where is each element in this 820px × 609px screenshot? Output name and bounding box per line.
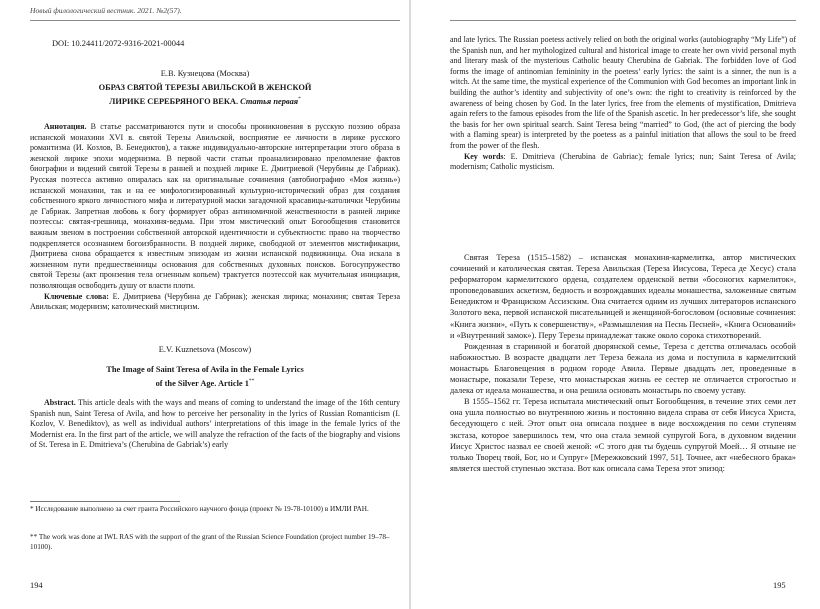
keywords-en-text: : E. Dmitrieva (Cherubina de Gabriac); female lyrics; nun; Saint Teresa of Avila; modernism; Catholic mysticism. [450,151,796,172]
footnote-2: ** The work was done at IWL RAS with the support of the grant of the Russian Science Foundation (project number 19–78–10100). [30,533,390,551]
footnote-1: * Исследование выполнено за счет гранта Российского научного фонда (проект № 19-78-10100) в ИМЛИ РАН. [30,505,369,513]
abstract-ru-paragraph [30,122,400,292]
doi: DOI: 10.24411/2072-9316-2021-00044 [52,39,185,48]
abstract-ru-text: В статье рассматриваются пути и способы проникновения в русскую поэзию образа испанской монахини XVI в. святой Терезы Авильской, восприятие ее личности в лирике русского романтизма (И. Козлов, В. Бенедиктов), а также индивидуально-авторские интерпретации этого образа в женской лирике эпохи модернизма. В первой части статьи проанализировано преломление фактов биографии и видений святой Терезы в ранней и поздней лирике Е. Дмитриевой (Черубины де Габриак). Русская поэтесса активно опиралась как на оригинальные сочинения (автобиографию «Моя жизнь») испанской монахини, так и на ее мифологизированный культурно-исторический образ для создания собственного яркого личностного мифа и литературной маски загадочной красавицы-католички Черубины де Габриак. Запретная любовь к богу формирует образ антиномичной женственности в ранней лирике поэтессы: святая-грешница, монахиня-ведьма. При этом мистический опыт Богообщения становится важным звеном в построении собственной авторской идентичности и субъектности: право на творчество подкрепляется осознанием богоизбранности. В поздней лирике, свободной от элементов мистификации, Дмитриева снова обращается к известным эпизодам из жизни испанской подвижницы. Она искала в жизненном пути предшественницы основания для собственных духовных поисков. Богосупружество святой Терезы (акт пронзения тела огненным копьем) трактуется поэтессой как мучительная инициация, позволяющая освободить душу от власти плоти. [30,122,400,290]
page-number-right: 195 [773,581,786,590]
keywords-ru-text: Е. Дмитриева (Черубина де Габриак); женская лирика; монахиня; святая Тереза Авильская; модернизм; католический мистицизм. [30,291,400,312]
header-rule [30,20,400,21]
title-en-line1: The Image of Saint Teresa of Avila in the Female Lyrics [106,365,304,374]
running-head: Новый филологический вестник. 2021. №2(57). [30,6,182,15]
keywords-en-label: Key words [464,151,504,161]
abstract-en-start [30,398,400,451]
abstract-ru [30,122,400,313]
title-en-line2-text: of the Silver Age. Article 1 [155,378,249,388]
abstract-en-label: Abstract. [44,398,76,407]
title-ru-line1: ОБРАЗ СВЯТОЙ ТЕРЕЗЫ АВИЛЬСКОЙ В ЖЕНСКОЙ [98,83,312,92]
author-en: E.V. Kuznetsova (Moscow) [158,345,252,354]
right-page [410,0,820,609]
body-paragraph-3: В 1555–1562 гг. Тереза испытала мистический опыт Богообщения, в течение этих семи лет она ушла полностью во внутреннюю жизнь и постоянно видела справа от себя Иисуса Христа, беседующего с ней. Этот опыт она описала позднее в виде восхождения по семи ступеням экстаза, которое завершилось тем, что она стала земной супругой Бога, в духовном видении Иисус Христос назвал ее своей женой: «С этого дня ты будешь супругой Моей… Я отныне не только Творец твой, Бог, но и Супруг» [Мережковский 1997, 51]. Точнее, акт «небесного брака» является шестой ступенью экстаза. Вот как описала сама Тереза этот эпизод: [450,397,796,473]
title-ru-line2 [40,94,370,107]
body-paragraph-1: Святая Тереза (1515–1582) – испанская монахиня-кармелитка, автор мистических сочинений и католическая святая. Тереза Авильская (Тереза Иисусова, Тереса де Хесус) стала реформатором кармелитского ордена, создателем орденской ветви «босоногих кармелиток», проповедовавших аскетизм, бедность и возрождавших идеалы монашества, заложенные святым Бенедиктом и Франциском Ассизским. Она считается одним из лучших литераторов испанского Золотого века, первой испанской писательницей и женщиной-богословом (основные сочинения: «Книга жизни», «Путь к совершенству», «Размышления на Песнь Песней», «Книга Оснований» и «Внутренний замок»). Перу Терезы принадлежат также около сорока стихотворений. [450,253,796,340]
body-paragraph-2: Рожденная в старинной и богатой дворянской семье, Тереза с детства отличалась особой набожностью. В возрасте двадцати лет Тереза бежала из дома и поступила в кармелитский монастырь Благовещения в родном городе Авила. Первые двадцать лет, проведенные в монастыре, показали Терезе, что монастырская жизнь ее сестер не отличается строгостью и далека от идеала монашества, и она решила основать монастырь по своему уставу. [450,341,796,396]
abstract-ru-label: Аннотация. [44,122,87,131]
footnote-rule [30,501,180,502]
article-body [450,252,796,474]
abstract-en-text-left: This article deals with the ways and means of coming to understand the image of the 16th century Spanish nun, Saint Teresa of Avila, and how to perceive her personality in the lyrics of Russian Romanticism (I. Kozlov, V. Benediktov), as well as individual authors’ interpretations of this image in the female lyrics of the Modernist era. In the first part of the article, we will analyze the refraction of the facts of the biography and visions of St. Teresa in E. Dmitrieva’s (Cherubina de Gabriak’s) early [30,398,400,450]
header-rule-right [450,20,796,21]
author-ru: Е.В. Кузнецова (Москва) [160,69,250,78]
page-number-left: 194 [30,581,43,590]
title-ru-line2-bold: ЛИРИКЕ СЕРЕБРЯНОГО ВЕКА. [109,96,241,106]
abstract-en-continued [450,35,796,173]
title-en-line2 [40,376,370,389]
keywords-ru-paragraph [30,292,400,313]
title-en-footnote-marker: ** [248,377,255,384]
abstract-en-paragraph [30,398,400,451]
abstract-en-text-right: and late lyrics. The Russian poetess actively relied on both the original works (autobiography “My Life”) of the Spanish nun, and her mythologized cultural and historical image to create her own vivid personal myth and literary mask of the mysterious Catholic beauty Cherubina de Gabriak. The forbidden love of God forms the image of antinomian femininity in the poetess’ early lyrics: the saint is a sinner, the nun is a witch. At the same time, the mystical experience of the Communion with God becomes an important link in building the author’s identity and subjectivity of one’s own: the right to creativity is reinforced by the awareness of being chosen by God. In the later lyrics, free from the elements of mystification, Dmitrieva again refers to the famous episodes from the life of the Spanish ascetic. In her predecessor’s life, she sought the basis for her own spiritual search. Saint Teresa being “married” to God, (the act of piercing the body with a flaming spear) is interpreted by the poetess as a painful initiation that allows the soul to be freed from the power of the flesh. [450,35,796,150]
title-ru-footnote-marker: * [298,95,301,102]
keywords-en-paragraph [450,152,796,173]
article-title-en [40,365,370,389]
keywords-ru-label: Ключевые слова: [44,291,109,301]
title-ru-subtitle: Статья первая [240,96,299,106]
article-title-ru [40,83,370,107]
